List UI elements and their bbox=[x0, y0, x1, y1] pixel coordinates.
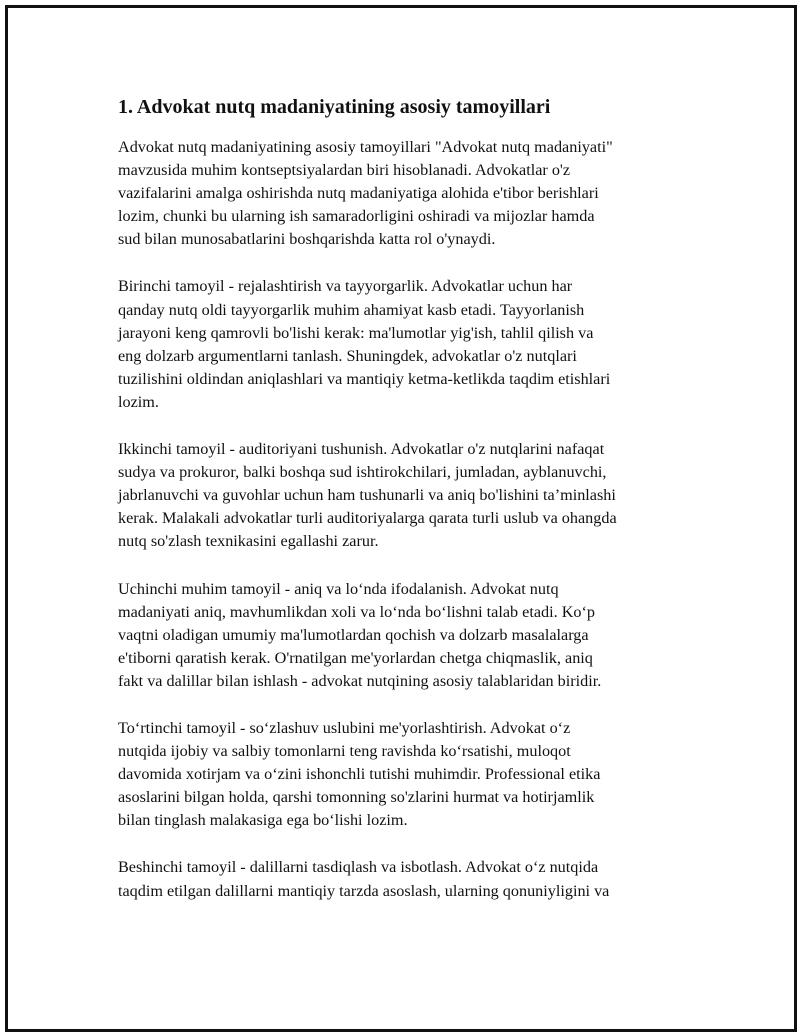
text-line: mavzusida muhim kontseptsiyalardan biri hisoblanadi. Advokatlar o'z bbox=[118, 161, 571, 180]
text-line: lozim, chunki bu ularning ish samaradorligini oshiradi va mijozlar hamda bbox=[118, 207, 595, 226]
text-line: Uchinchi muhim tamoyil - aniq va lo‘nda ifodalanish. Advokat nutq bbox=[118, 579, 559, 598]
text-line: sud bilan munosabatlarini boshqarishda katta rol o'ynaydi. bbox=[118, 230, 496, 249]
paragraph-intro bbox=[118, 136, 690, 251]
text-line: e'tiborni qaratish kerak. O'rnatilgan me'yorlardan chetga chiqmaslik, aniq bbox=[118, 648, 593, 667]
text-line: Advokat nutq madaniyatining asosiy tamoyillari "Advokat nutq madaniyati" bbox=[118, 138, 613, 156]
document-body bbox=[118, 94, 690, 927]
paragraph-fourth-principle bbox=[118, 717, 690, 832]
text-line: lozim. bbox=[118, 392, 159, 411]
text-line: vaqtni oladigan umumiy ma'lumotlardan qochish va dolzarb masalalarga bbox=[118, 625, 589, 644]
text-line: To‘rtinchi tamoyil - so‘zlashuv uslubini me'yorlashtirish. Advokat o‘z bbox=[118, 718, 571, 737]
paragraph-first-principle bbox=[118, 275, 690, 414]
text-line: jabrlanuvchi va guvohlar uchun ham tushunarli va aniq bo'lishini ta’minlashi bbox=[118, 486, 616, 505]
text-line: Beshinchi tamoyil - dalillarni tasdiqlash va isbotlash. Advokat o‘z nutqida bbox=[118, 858, 599, 877]
text-line: jarayoni keng qamrovli bo'lishi kerak: ma'lumotlar yig'ish, tahlil qilish va bbox=[118, 323, 594, 342]
text-line: madaniyati aniq, mavhumlikdan xoli va lo‘nda bo‘lishni talab etadi. Ko‘p bbox=[118, 602, 595, 621]
text-line: sudya va prokuror, balki boshqa sud ishtirokchilari, jumladan, ayblanuvchi, bbox=[118, 463, 607, 482]
text-line: eng dolzarb argumentlarni tanlash. Shuningdek, advokatlar o'z nutqlari bbox=[118, 346, 577, 365]
paragraph-fifth-principle bbox=[118, 856, 690, 902]
paragraph-third-principle bbox=[118, 578, 690, 693]
text-line: taqdim etilgan dalillarni mantiqiy tarzda asoslash, ularning qonuniyligini va bbox=[118, 881, 610, 900]
text-line: fakt va dalillar bilan ishlash - advokat nutqining asosiy talablaridan biridir. bbox=[118, 671, 602, 690]
text-line: nutq so'zlash texnikasini egallashi zarur. bbox=[118, 532, 379, 551]
text-line: qanday nutq oldi tayyorgarlik muhim ahamiyat kasb etadi. Tayyorlanish bbox=[118, 300, 585, 319]
text-line: bilan tinglash malakasiga ega bo‘lishi lozim. bbox=[118, 811, 408, 830]
text-line: asoslarini bilgan holda, qarshi tomonning so'zlarini hurmat va hotirjamlik bbox=[118, 788, 595, 807]
text-line: davomida xotirjam va o‘zini ishonchli tutishi muhimdir. Professional etika bbox=[118, 765, 601, 784]
text-line: Birinchi tamoyil - rejalashtirish va tayyorgarlik. Advokatlar uchun har bbox=[118, 277, 573, 296]
text-line: Ikkinchi tamoyil - auditoriyani tushunish. Advokatlar o'z nutqlarini nafaqat bbox=[118, 440, 605, 459]
section-heading: 1. Advokat nutq madaniyatining asosiy tamoyillari bbox=[118, 96, 551, 118]
text-line: vazifalarini amalga oshirishda nutq madaniyatiga alohida e'tibor berishlari bbox=[118, 184, 599, 203]
paragraph-second-principle bbox=[118, 438, 690, 553]
text-line: tuzilishini oldindan aniqlashlari va mantiqiy ketma-ketlikda taqdim etishlari bbox=[118, 369, 611, 388]
text-line: nutqida ijobiy va salbiy tomonlarni teng ravishda ko‘rsatishi, muloqot bbox=[118, 742, 571, 761]
text-line: kerak. Malakali advokatlar turli auditoriyalarga qarata turli uslub va ohangda bbox=[118, 509, 617, 528]
